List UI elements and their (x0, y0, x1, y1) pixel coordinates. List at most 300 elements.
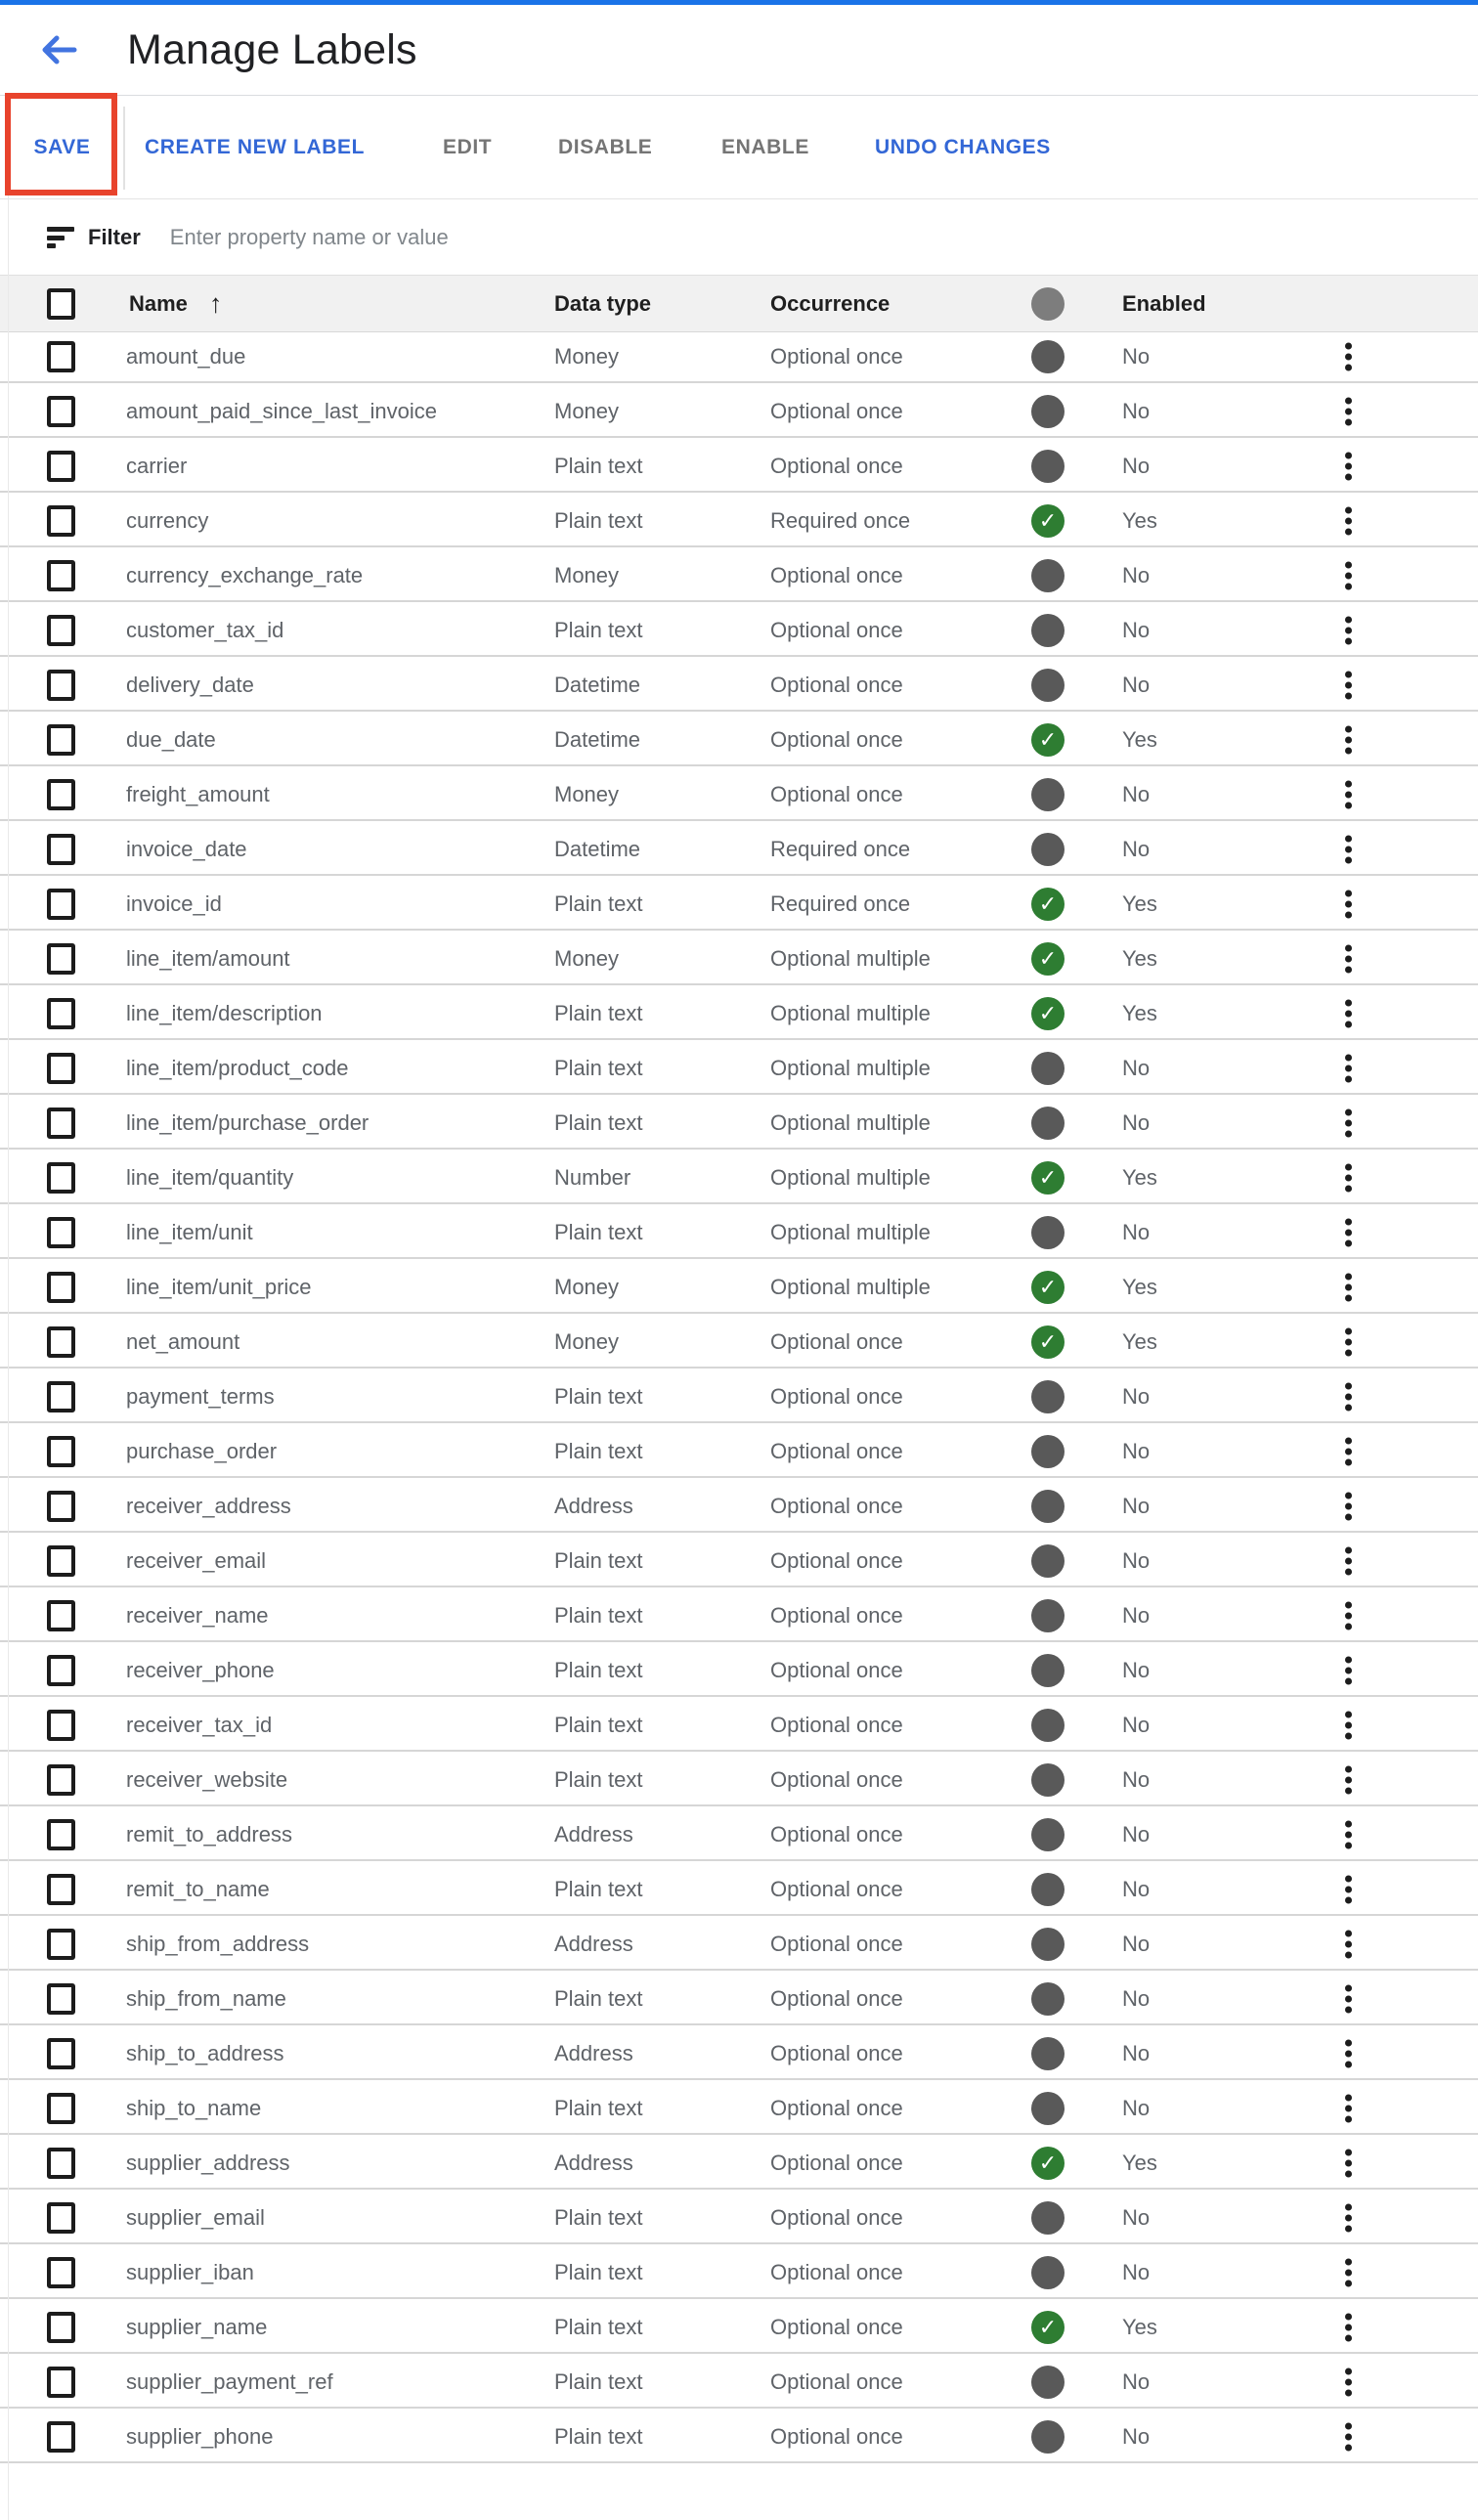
row-overflow-menu-button[interactable] (1341, 1489, 1356, 1525)
row-enabled: Yes (1122, 508, 1157, 533)
row-checkbox[interactable] (47, 2202, 75, 2234)
table-row (0, 1372, 1478, 1423)
row-occurrence: Optional once (770, 618, 903, 642)
enabled-check-icon (1031, 723, 1065, 757)
disabled-dot-icon (1031, 669, 1065, 702)
row-data-type: Money (554, 344, 620, 369)
row-enabled: No (1122, 1056, 1151, 1080)
row-name: net_amount (126, 1329, 240, 1354)
row-name: invoice_id (126, 891, 222, 916)
row-occurrence: Optional once (770, 727, 903, 752)
row-name: currency (126, 508, 209, 533)
disabled-dot-icon (1031, 1544, 1065, 1578)
row-overflow-menu-button[interactable] (1341, 339, 1356, 375)
disabled-dot-icon (1031, 1982, 1065, 2016)
filter-icon (47, 227, 74, 248)
enabled-check-icon (1031, 1325, 1065, 1359)
row-overflow-menu-button[interactable] (1341, 1434, 1356, 1470)
disabled-dot-icon (1031, 2366, 1065, 2399)
row-occurrence: Optional once (770, 1603, 903, 1628)
row-occurrence: Optional multiple (770, 1165, 931, 1190)
row-occurrence: Optional once (770, 673, 903, 697)
row-enabled: No (1122, 837, 1151, 861)
row-enabled: Yes (1122, 891, 1157, 916)
table-row (0, 332, 1478, 383)
enabled-check-icon (1031, 997, 1065, 1030)
table-row (0, 387, 1478, 438)
table-row (0, 1646, 1478, 1697)
row-occurrence: Optional once (770, 2041, 903, 2065)
disabled-dot-icon (1031, 559, 1065, 592)
filter-input[interactable] (170, 225, 1478, 250)
row-data-type: Plain text (554, 2369, 643, 2394)
row-overflow-menu-button[interactable] (1341, 558, 1356, 594)
column-header-enabled: Enabled (1122, 290, 1206, 316)
table-row (0, 2139, 1478, 2190)
disabled-dot-icon (1031, 2092, 1065, 2125)
row-data-type: Plain text (554, 1056, 643, 1080)
row-checkbox[interactable] (47, 451, 75, 482)
disabled-dot-icon (1031, 1380, 1065, 1413)
row-data-type: Plain text (554, 2424, 643, 2449)
row-checkbox[interactable] (47, 341, 75, 372)
page-header (0, 5, 1478, 96)
row-occurrence: Optional once (770, 2151, 903, 2175)
edit-button[interactable]: EDIT (443, 136, 493, 158)
row-enabled: No (1122, 344, 1151, 369)
table-row (0, 1153, 1478, 1204)
row-name: line_item/quantity (126, 1165, 294, 1190)
row-checkbox[interactable] (47, 1491, 75, 1522)
row-occurrence: Optional once (770, 1822, 903, 1847)
row-enabled: Yes (1122, 1165, 1157, 1190)
row-name: supplier_address (126, 2151, 290, 2175)
row-enabled: No (1122, 1494, 1151, 1518)
row-occurrence: Required once (770, 508, 911, 533)
row-data-type: Plain text (554, 891, 643, 916)
row-enabled: No (1122, 618, 1151, 642)
table-row (0, 497, 1478, 547)
row-checkbox[interactable] (47, 834, 75, 865)
row-overflow-menu-button[interactable] (1341, 1598, 1356, 1634)
row-overflow-menu-button[interactable] (1341, 996, 1356, 1032)
row-enabled: No (1122, 2260, 1151, 2284)
row-data-type: Plain text (554, 454, 643, 478)
row-enabled: No (1122, 1110, 1151, 1135)
row-overflow-menu-button[interactable] (1341, 1270, 1356, 1306)
disabled-dot-icon (1031, 614, 1065, 647)
disabled-dot-icon (1031, 2420, 1065, 2454)
table-row (0, 442, 1478, 493)
row-data-type: Address (554, 1932, 633, 1956)
row-data-type: Number (554, 1165, 631, 1190)
enabled-check-icon (1031, 1161, 1065, 1195)
table-row (0, 2029, 1478, 2080)
row-occurrence: Optional once (770, 1384, 903, 1409)
table-row (0, 2303, 1478, 2354)
row-name: remit_to_name (126, 1877, 270, 1901)
row-enabled: Yes (1122, 2151, 1157, 2175)
table-header-row (0, 275, 1478, 332)
row-occurrence: Optional once (770, 1877, 903, 1901)
table-row (0, 2412, 1478, 2463)
row-checkbox[interactable] (47, 2421, 75, 2453)
row-name: ship_to_name (126, 2096, 262, 2120)
disabled-dot-icon (1031, 1435, 1065, 1468)
row-data-type: Plain text (554, 1658, 643, 1682)
row-data-type: Money (554, 563, 620, 587)
row-occurrence: Optional multiple (770, 1275, 931, 1299)
row-checkbox[interactable] (47, 615, 75, 646)
table-row (0, 880, 1478, 931)
table-row (0, 1810, 1478, 1861)
disabled-dot-icon (1031, 2256, 1065, 2289)
table-row (0, 661, 1478, 712)
row-checkbox[interactable] (47, 505, 75, 537)
enable-button[interactable]: ENABLE (721, 136, 809, 158)
disabled-dot-icon (1031, 1928, 1065, 1961)
row-checkbox[interactable] (47, 889, 75, 920)
row-occurrence: Optional once (770, 1713, 903, 1737)
row-checkbox[interactable] (47, 1819, 75, 1850)
row-data-type: Money (554, 946, 620, 971)
row-data-type: Datetime (554, 727, 641, 752)
table-row (0, 989, 1478, 1040)
row-occurrence: Optional once (770, 344, 903, 369)
row-data-type: Plain text (554, 1713, 643, 1737)
row-occurrence: Optional once (770, 1329, 903, 1354)
table-row (0, 551, 1478, 602)
enabled-check-icon (1031, 504, 1065, 538)
table-row (0, 1975, 1478, 2025)
row-checkbox[interactable] (47, 1162, 75, 1194)
row-name: delivery_date (126, 673, 254, 697)
enabled-check-icon (1031, 888, 1065, 921)
table-row (0, 2358, 1478, 2409)
row-name: receiver_phone (126, 1658, 275, 1682)
disabled-dot-icon (1031, 833, 1065, 866)
enabled-check-icon (1031, 942, 1065, 976)
row-enabled: No (1122, 2205, 1151, 2230)
row-enabled: No (1122, 1767, 1151, 1792)
table-row (0, 1756, 1478, 1806)
row-checkbox[interactable] (47, 1381, 75, 1412)
row-overflow-menu-button[interactable] (1341, 2200, 1356, 2237)
disabled-dot-icon (1031, 1052, 1065, 1085)
table-row (0, 934, 1478, 985)
row-enabled: Yes (1122, 946, 1157, 971)
back-arrow-icon[interactable] (37, 28, 80, 71)
row-data-type: Plain text (554, 1001, 643, 1025)
row-checkbox[interactable] (47, 670, 75, 701)
row-occurrence: Optional once (770, 1658, 903, 1682)
row-overflow-menu-button[interactable] (1341, 2146, 1356, 2182)
row-checkbox[interactable] (47, 1053, 75, 1084)
row-overflow-menu-button[interactable] (1341, 1708, 1356, 1744)
row-name: ship_from_address (126, 1932, 310, 1956)
row-overflow-menu-button[interactable] (1341, 1762, 1356, 1799)
row-data-type: Plain text (554, 2205, 643, 2230)
row-overflow-menu-button[interactable] (1341, 2365, 1356, 2401)
row-overflow-menu-button[interactable] (1341, 722, 1356, 759)
row-overflow-menu-button[interactable] (1341, 941, 1356, 978)
row-data-type: Address (554, 1822, 633, 1847)
row-enabled: No (1122, 1932, 1151, 1956)
row-checkbox[interactable] (47, 943, 75, 975)
row-name: due_date (126, 727, 216, 752)
row-name: amount_due (126, 344, 246, 369)
table-row (0, 1427, 1478, 1478)
row-data-type: Plain text (554, 1603, 643, 1628)
row-enabled: No (1122, 1384, 1151, 1409)
enabled-check-icon (1031, 2147, 1065, 2180)
row-name: receiver_tax_id (126, 1713, 273, 1737)
disable-button[interactable]: DISABLE (558, 136, 653, 158)
row-checkbox[interactable] (47, 1710, 75, 1741)
row-data-type: Plain text (554, 1110, 643, 1135)
row-overflow-menu-button[interactable] (1341, 1543, 1356, 1580)
row-occurrence: Optional once (770, 1767, 903, 1792)
row-overflow-menu-button[interactable] (1341, 1817, 1356, 1853)
filter-bar (0, 200, 1478, 275)
row-overflow-menu-button[interactable] (1341, 2419, 1356, 2455)
row-checkbox[interactable] (47, 724, 75, 756)
table-row (0, 1591, 1478, 1642)
row-occurrence: Optional multiple (770, 1001, 931, 1025)
row-enabled: No (1122, 2369, 1151, 2394)
row-overflow-menu-button[interactable] (1341, 1106, 1356, 1142)
row-name: receiver_name (126, 1603, 269, 1628)
row-occurrence: Optional once (770, 2205, 903, 2230)
row-data-type: Plain text (554, 1384, 643, 1409)
row-data-type: Plain text (554, 508, 643, 533)
row-occurrence: Optional once (770, 454, 903, 478)
row-name: customer_tax_id (126, 618, 284, 642)
row-checkbox[interactable] (47, 1436, 75, 1467)
row-checkbox[interactable] (47, 1217, 75, 1248)
row-overflow-menu-button[interactable] (1341, 1215, 1356, 1251)
row-enabled: Yes (1122, 727, 1157, 752)
row-overflow-menu-button[interactable] (1341, 887, 1356, 923)
row-checkbox[interactable] (47, 779, 75, 810)
disabled-dot-icon (1031, 1107, 1065, 1140)
row-enabled: No (1122, 1603, 1151, 1628)
row-overflow-menu-button[interactable] (1341, 668, 1356, 704)
row-enabled: No (1122, 1548, 1151, 1573)
row-name: receiver_website (126, 1767, 288, 1792)
table-row (0, 1099, 1478, 1150)
row-data-type: Address (554, 1494, 633, 1518)
row-enabled: No (1122, 1822, 1151, 1847)
row-checkbox[interactable] (47, 998, 75, 1029)
disabled-dot-icon (1031, 1216, 1065, 1249)
column-header-name[interactable]: Name (129, 290, 188, 316)
table-row (0, 1263, 1478, 1314)
table-row (0, 1920, 1478, 1971)
row-overflow-menu-button[interactable] (1341, 1981, 1356, 2018)
disabled-dot-icon (1031, 340, 1065, 373)
row-name: supplier_name (126, 2315, 268, 2339)
row-data-type: Plain text (554, 1220, 643, 1244)
row-data-type: Address (554, 2041, 633, 2065)
row-overflow-menu-button[interactable] (1341, 777, 1356, 813)
row-occurrence: Optional once (770, 2315, 903, 2339)
row-checkbox[interactable] (47, 1983, 75, 2015)
disabled-dot-icon (1031, 1763, 1065, 1797)
column-header-status-dot-icon (1031, 287, 1065, 321)
row-name: payment_terms (126, 1384, 275, 1409)
sort-ascending-icon[interactable]: ↑ (209, 288, 223, 318)
save-button[interactable]: SAVE (33, 136, 91, 158)
row-data-type: Address (554, 2151, 633, 2175)
row-occurrence: Optional once (770, 1548, 903, 1573)
row-occurrence: Optional once (770, 2096, 903, 2120)
row-overflow-menu-button[interactable] (1341, 449, 1356, 485)
row-checkbox[interactable] (47, 1655, 75, 1686)
row-data-type: Plain text (554, 1767, 643, 1792)
table-row (0, 2084, 1478, 2135)
row-data-type: Datetime (554, 673, 641, 697)
row-name: invoice_date (126, 837, 247, 861)
table-row (0, 2194, 1478, 2244)
row-checkbox[interactable] (47, 1600, 75, 1631)
row-overflow-menu-button[interactable] (1341, 394, 1356, 430)
row-occurrence: Required once (770, 891, 911, 916)
table-row (0, 1318, 1478, 1369)
column-header-occurrence: Occurrence (770, 290, 891, 316)
row-checkbox[interactable] (47, 2312, 75, 2343)
row-overflow-menu-button[interactable] (1341, 2036, 1356, 2072)
row-occurrence: Optional once (770, 1932, 903, 1956)
toolbar-divider (123, 107, 125, 190)
row-name: supplier_email (126, 2205, 265, 2230)
disabled-dot-icon (1031, 1873, 1065, 1906)
column-header-data-type: Data type (554, 290, 652, 316)
row-name: line_item/description (126, 1001, 323, 1025)
row-data-type: Money (554, 1275, 620, 1299)
row-enabled: No (1122, 2041, 1151, 2065)
disabled-dot-icon (1031, 1599, 1065, 1632)
row-name: line_item/amount (126, 946, 290, 971)
row-name: supplier_iban (126, 2260, 254, 2284)
row-name: carrier (126, 454, 188, 478)
row-occurrence: Optional once (770, 1986, 903, 2011)
row-enabled: No (1122, 2424, 1151, 2449)
row-data-type: Money (554, 782, 620, 806)
row-occurrence: Optional multiple (770, 1056, 931, 1080)
filter-label: Filter (88, 225, 141, 249)
table-row (0, 1482, 1478, 1533)
row-enabled: Yes (1122, 1329, 1157, 1354)
row-overflow-menu-button[interactable] (1341, 832, 1356, 868)
row-data-type: Datetime (554, 837, 641, 861)
row-overflow-menu-button[interactable] (1341, 1160, 1356, 1196)
row-checkbox[interactable] (47, 2148, 75, 2179)
table-row (0, 1044, 1478, 1095)
row-data-type: Money (554, 1329, 620, 1354)
row-checkbox[interactable] (47, 2093, 75, 2124)
row-enabled: No (1122, 563, 1151, 587)
row-checkbox[interactable] (47, 1929, 75, 1960)
row-name: ship_from_name (126, 1986, 286, 2011)
disabled-dot-icon (1031, 1709, 1065, 1742)
row-checkbox[interactable] (47, 560, 75, 591)
row-name: ship_to_address (126, 2041, 284, 2065)
row-occurrence: Optional once (770, 1494, 903, 1518)
row-name: supplier_phone (126, 2424, 274, 2449)
row-checkbox[interactable] (47, 1545, 75, 1577)
row-checkbox[interactable] (47, 2257, 75, 2288)
table-row (0, 770, 1478, 821)
row-overflow-menu-button[interactable] (1341, 2310, 1356, 2346)
row-occurrence: Optional once (770, 2369, 903, 2394)
row-checkbox[interactable] (47, 2367, 75, 2398)
row-name: remit_to_address (126, 1822, 292, 1847)
row-checkbox[interactable] (47, 396, 75, 427)
row-name: line_item/unit (126, 1220, 253, 1244)
row-checkbox[interactable] (47, 2038, 75, 2069)
row-checkbox[interactable] (47, 1108, 75, 1139)
row-enabled: No (1122, 399, 1151, 423)
table-row (0, 1701, 1478, 1752)
row-overflow-menu-button[interactable] (1341, 1325, 1356, 1361)
create-new-label-button[interactable]: CREATE NEW LABEL (145, 136, 366, 158)
row-overflow-menu-button[interactable] (1341, 1872, 1356, 1908)
disabled-dot-icon (1031, 1654, 1065, 1687)
row-overflow-menu-button[interactable] (1341, 1927, 1356, 1963)
table-row (0, 1537, 1478, 1587)
row-name: line_item/product_code (126, 1056, 349, 1080)
table-row (0, 825, 1478, 876)
disabled-dot-icon (1031, 1490, 1065, 1523)
row-overflow-menu-button[interactable] (1341, 2091, 1356, 2127)
row-data-type: Plain text (554, 1439, 643, 1463)
row-name: supplier_payment_ref (126, 2369, 333, 2394)
row-name: receiver_email (126, 1548, 267, 1573)
page-title: Manage Labels (127, 25, 417, 73)
row-overflow-menu-button[interactable] (1341, 2255, 1356, 2291)
row-occurrence: Optional once (770, 2424, 903, 2449)
row-overflow-menu-button[interactable] (1341, 1051, 1356, 1087)
row-enabled: Yes (1122, 1275, 1157, 1299)
row-name: line_item/unit_price (126, 1275, 312, 1299)
enabled-check-icon (1031, 1271, 1065, 1304)
row-occurrence: Optional once (770, 399, 903, 423)
row-overflow-menu-button[interactable] (1341, 1653, 1356, 1689)
row-data-type: Money (554, 399, 620, 423)
row-checkbox[interactable] (47, 1272, 75, 1303)
row-occurrence: Optional multiple (770, 1220, 931, 1244)
row-overflow-menu-button[interactable] (1341, 503, 1356, 540)
row-enabled: No (1122, 673, 1151, 697)
row-checkbox[interactable] (47, 1874, 75, 1905)
row-data-type: Plain text (554, 618, 643, 642)
select-all-checkbox[interactable] (47, 288, 75, 320)
row-enabled: No (1122, 1220, 1151, 1244)
row-checkbox[interactable] (47, 1764, 75, 1796)
row-enabled: No (1122, 1439, 1151, 1463)
row-occurrence: Optional once (770, 563, 903, 587)
disabled-dot-icon (1031, 2037, 1065, 2070)
undo-changes-button[interactable]: UNDO CHANGES (875, 136, 1051, 158)
disabled-dot-icon (1031, 778, 1065, 811)
row-checkbox[interactable] (47, 1326, 75, 1358)
row-overflow-menu-button[interactable] (1341, 613, 1356, 649)
disabled-dot-icon (1031, 395, 1065, 428)
row-occurrence: Optional multiple (770, 1110, 931, 1135)
row-overflow-menu-button[interactable] (1341, 1379, 1356, 1415)
disabled-dot-icon (1031, 2201, 1065, 2235)
